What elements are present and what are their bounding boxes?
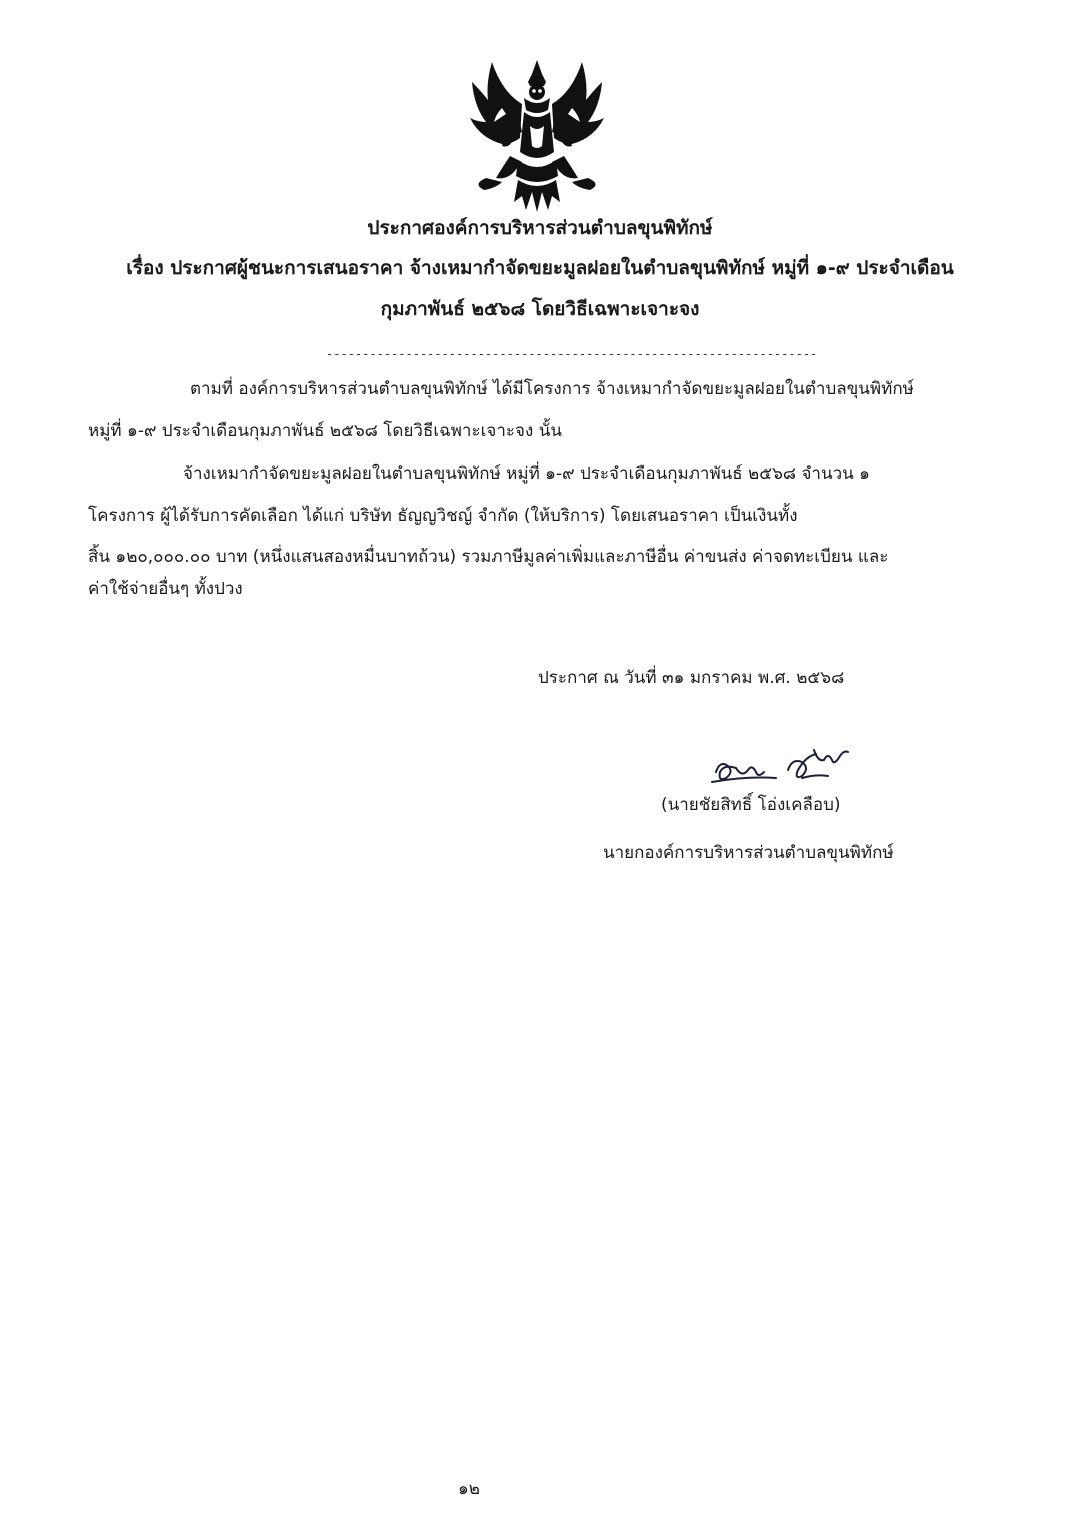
organization-title: ประกาศองค์การบริหารส่วนตำบลขุนพิทักษ์	[367, 217, 713, 239]
paragraph-1-line-2: หมู่ที่ ๑-๙ ประจำเดือนกุมภาพันธ์ ๒๕๖๘ โดยวิธีเฉพาะเจาะจง นั้น	[88, 421, 562, 441]
announcement-date: ประกาศ ณ วันที่ ๓๑ มกราคม พ.ศ. ๒๕๖๘	[538, 668, 845, 688]
page-number: ๑๒	[458, 1479, 480, 1499]
garuda-emblem-icon	[462, 52, 612, 214]
paragraph-2-line-2: โครงการ ผู้ได้รับการคัดเลือก ได้แก่ บริษัท ธัญญวิชญ์ จำกัด (ให้บริการ) โดยเสนอราคา เป็นเงินทั้ง	[88, 506, 798, 526]
subject-line-continued: กุมภาพันธ์ ๒๕๖๘ โดยวิธีเฉพาะเจาะจง	[380, 298, 700, 320]
paragraph-2-line-1: จ้างเหมากำจัดขยะมูลฝอยในตำบลขุนพิทักษ์ หมู่ที่ ๑-๙ ประจำเดือนกุมภาพันธ์ ๒๕๖๘ จำนวน ๑	[183, 464, 870, 484]
signer-position: นายกองค์การบริหารส่วนตำบลขุนพิทักษ์	[603, 843, 894, 863]
paragraph-2-line-4: ค่าใช้จ่ายอื่นๆ ทั้งปวง	[88, 579, 243, 599]
signer-name: (นายชัยสิทธิ์ โอ่งเคลือบ)	[661, 795, 841, 815]
paragraph-1-line-1: ตามที่ องค์การบริหารส่วนตำบลขุนพิทักษ์ ได้มีโครงการ จ้างเหมากำจัดขยะมูลฝอยในตำบลขุนพิทักษ์	[190, 379, 914, 399]
paragraph-2-line-3: สิ้น ๑๒๐,๐๐๐.๐๐ บาท (หนึ่งแสนสองหมื่นบาทถ้วน) รวมภาษีมูลค่าเพิ่มและภาษีอื่น ค่าขนส่ง ค่าจดทะเบียน และ	[88, 547, 889, 567]
subject-line: เรื่อง ประกาศผู้ชนะการเสนอราคา จ้างเหมากำจัดขยะมูลฝอยในตำบลขุนพิทักษ์ หมู่ที่ ๑-๙ ประจำเดือน	[126, 257, 954, 279]
separator-line: --------------------------------------------------------------------	[326, 347, 818, 361]
signature-icon	[706, 742, 856, 792]
